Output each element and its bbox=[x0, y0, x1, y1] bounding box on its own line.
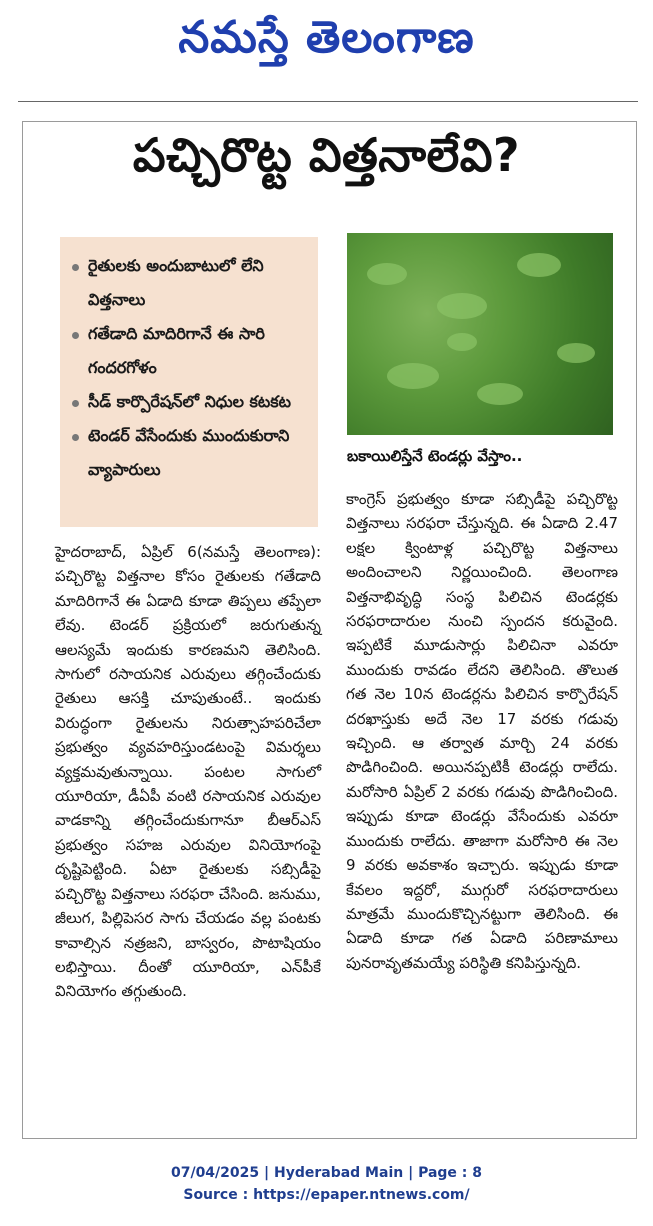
highlight-item: గతేడాది మాదిరిగానే ఈ సారి గందరగోళం bbox=[72, 317, 310, 385]
article-text-left: హైదరాబాద్, ఏప్రిల్ 6(నమస్తే తెలంగాణ): పచ్చిరొట్ట విత్తనాల కోసం రైతులకు గతేడాది మాదిరిగానే ఈ ఏడాది కూడా తిప్పలు తప్పేలా లేవు. టెండర్ ప్రక్రియలో జరుగుతున్న ఆలస్యమే ఇందుకు కారణమని తెలిసింది. సాగులో రసాయనిక ఎరువులు తగ్గించేందుకు రైతులు ఆసక్తి చూపుతుంటే.. ఇందుకు విరుద్ధంగా రైతులను నిరుత్సాహపరిచేలా ప్రభుత్వం వ్యవహరిస్తుండటంపై విమర్శలు వ్యక్తమవుతున్నాయి. పంటల సాగులో యూరియా, డీఏపీ వంటి రసాయనిక ఎరువుల వాడకాన్ని తగ్గించేందుకుగానూ బీఆర్‌ఎస్ ప్రభుత్వం సహజ ఎరువుల వినియోగంపై దృష్టిపెట్టింది. ఏటా రైతులకు సబ్సిడీపై పచ్చిరొట్ట విత్తనాలు సరఫరా చేసింది. జనుము, జీలుగ, పిల్లిపెసర సాగు చేయడం వల్ల పంటకు కావాల్సిన నత్రజని, బాస్వరం, పొటాషియం లభిస్తాయి. దీంతో యూరియా, ఎన్‌పీకే వినియోగం తగ్గుతుంది. bbox=[55, 543, 321, 1001]
masthead bbox=[0, 0, 653, 92]
highlight-item: సీడ్ కార్పొరేషన్‌లో నిధుల కటకట bbox=[72, 385, 310, 419]
article-body-left bbox=[55, 540, 321, 1004]
highlight-item: టెండర్ వేసేందుకు ముందుకురాని వ్యాపారులు bbox=[72, 419, 310, 487]
highlight-item: రైతులకు అందుబాటులో లేని విత్తనాలు bbox=[72, 249, 310, 317]
footer-source-link[interactable]: Source : https://epaper.ntnews.com/ bbox=[183, 1187, 470, 1203]
headline: పచ్చిరొట్ట విత్తనాలేవి? bbox=[132, 128, 521, 182]
article-text-right: కాంగ్రెస్ ప్రభుత్వం కూడా సబ్సిడీపై పచ్చిరొట్ట విత్తనాలు సరఫరా చేస్తున్నది. ఈ ఏడాది 2.47 లక్షల క్వింటాళ్ల పచ్చిరొట్ట విత్తనాలు అందించాలని నిర్ణయించింది. తెలంగాణ విత్తనాభివృద్ధి సంస్థ పిలిచిన టెండర్లకు సరఫరాదారుల నుంచి స్పందన కరువైంది. ఇప్పటికే మూడుసార్లు పిలిచినా ఎవరూ ముందుకు రావడం లేదని తెలిసింది. తొలుత గత నెల 10న టెండర్లను పిలిచిన కార్పొరేషన్ దరఖాస్తుకు అదే నెల 17 వరకు గడువు ఇచ్చింది. ఆ తర్వాత మార్చి 24 వరకు పొడిగించింది. అయినప్పటికీ టెండర్లు రాలేదు. మరోసారి ఏప్రిల్ 2 వరకు గడువు పొడిగించింది. ఇప్పుడు కూడా టెండర్లు వేసేందుకు ఎవరూ ముందుకు రాలేదు. తాజాగా మరోసారి ఈ నెల 9 వరకు అవకాశం ఇచ్చారు. ఇప్పుడు కూడా కేవలం ఇద్దరో, ముగ్గురో సరఫరాదారులు మాత్రమే ముందుకొచ్చినట్టుగా తెలిసింది. ఈ ఏడాది కూడా గత ఏడాది పరిణామాలు పునరావృతమయ్యే పరిస్థితి కనిపిస్తున్నది. bbox=[346, 490, 618, 972]
footer-edition-info: 07/04/2025 | Hyderabad Main | Page : 8 bbox=[170, 1165, 483, 1181]
masthead-title: నమస్తే తెలంగాణ bbox=[178, 12, 475, 63]
masthead-divider bbox=[18, 101, 638, 102]
crop-field-photo bbox=[347, 233, 613, 435]
page-footer bbox=[0, 1162, 653, 1206]
article-body-right bbox=[346, 487, 618, 975]
photo-caption: బకాయిలిస్తేనే టెండర్లు వేస్తాం.. bbox=[347, 447, 523, 465]
highlights-box bbox=[60, 237, 318, 527]
